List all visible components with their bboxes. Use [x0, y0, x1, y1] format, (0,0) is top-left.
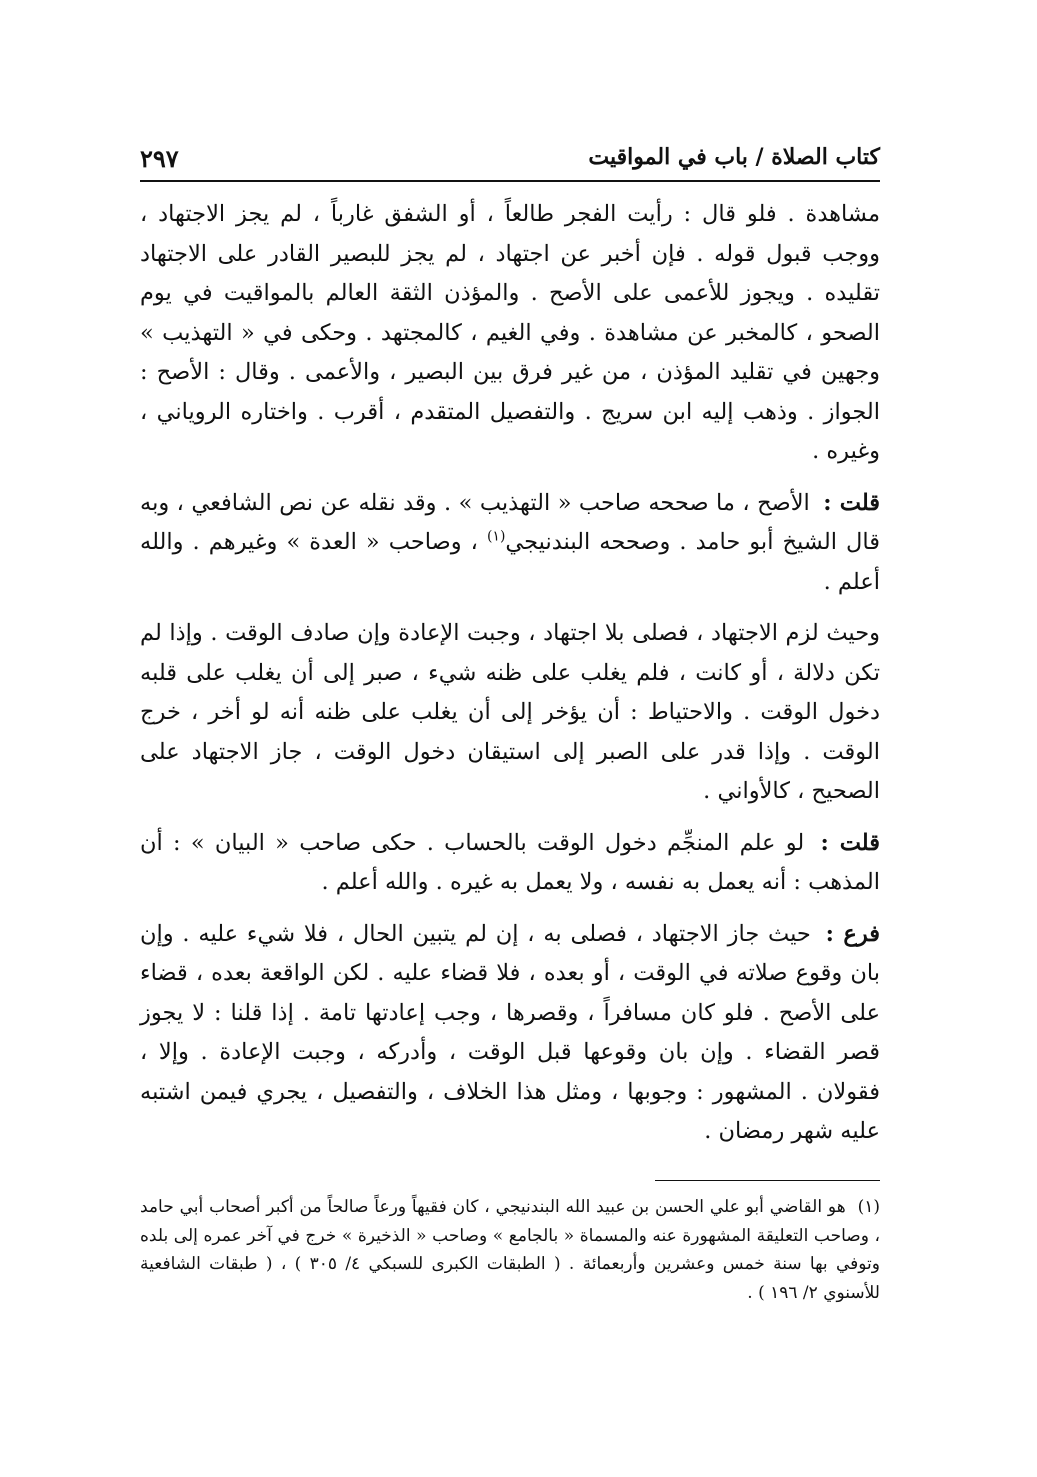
- paragraph-5: [140, 915, 880, 1152]
- paragraph-text: الأصح ، ما صححه صاحب « التهذيب » . وقد نقله عن نص الشافعي ، وبه قال الشيخ أبو حامد . وصححه البندنيجي: [140, 489, 881, 555]
- paragraph-3: [140, 614, 880, 812]
- paragraph-text-continued: ، وصاحب « العدة » وغيرهم . والله أعلم .: [140, 529, 880, 595]
- paragraph-2: [140, 484, 880, 603]
- paragraph-1: [140, 195, 880, 472]
- footnote-marker: (١): [857, 1197, 880, 1217]
- page-number: ٢٩٧: [140, 144, 179, 173]
- paragraph-4: [140, 824, 880, 903]
- running-head: [140, 140, 880, 180]
- paragraph-text: مشاهدة . فلو قال : رأيت الفجر طالعاً ، أو الشفق غارباً ، لم يجز الاجتهاد ، ووجب قبول قوله . فإن أخبر عن اجتهاد ، لم يجز للبصير القادر على الاجتهاد تقليده . ويجوز للأعمى على الأصح . والمؤذن الثقة العالم بالمواقيت في يوم الصحو ، كالمخبر عن مشاهدة . وفي الغيم ، كالمجتهد . وحكى في « التهذيب » وجهين في تقليد المؤذن ، من غير فرق بين البصير ، والأعمى . وقال : الأصح : الجواز . وذهب إليه ابن سريج . والتفصيل المتقدم ، أقرب . واختاره الروياني ، وغيره .: [140, 201, 880, 464]
- footnote-rule: [655, 1180, 880, 1181]
- footnote: [140, 1193, 880, 1307]
- footnote-reference: (١): [486, 528, 506, 545]
- header-rule: [140, 180, 880, 182]
- paragraph-lead: فرع :: [825, 920, 881, 947]
- chapter-title: كتاب الصلاة / باب في المواقيت: [588, 144, 880, 170]
- paragraph-text: لو علم المنجِّم دخول الوقت بالحساب . حكى صاحب « البيان » : أن المذهب : أنه يعمل به نفسه ، ولا يعمل به غيره . والله أعلم .: [140, 829, 880, 895]
- main-text: [140, 195, 880, 1164]
- paragraph-lead: قلت :: [823, 489, 881, 516]
- footnote-text: هو القاضي أبو علي الحسن بن عبيد الله البندنيجي ، كان فقيهاً ورعاً صالحاً من أكبر أصحاب أبي حامد ، وصاحب التعليقة المشهورة عنه والمسماة « بالجامع » وصاحب « الذخيرة » خرج في آخر عمره إلى بلده وتوفي بها سنة خمس وعشرين وأربعمائة . ( الطبقات الكبرى للسبكي ٤/ ٣٠٥ ) ، ( طبقات الشافعية للأسنوي ٢/ ١٩٦ ) .: [140, 1197, 880, 1303]
- paragraph-text: حيث جاز الاجتهاد ، فصلى به ، إن لم يتبين الحال ، فلا شيء عليه . وإن بان وقوع صلاته في الوقت ، أو بعده ، فلا قضاء عليه . لكن الواقعة بعده ، قضاء على الأصح . فلو كان مسافراً ، وقصرها ، وجب إعادتها تامة . إذا قلنا : لا يجوز قصر القضاء . وإن بان وقوعها قبل الوقت ، وأدركه ، وجبت الإعادة . وإلا ، فقولان . المشهور : وجوبها ، ومثل هذا الخلاف ، والتفصيل ، يجري فيمن اشتبه عليه شهر رمضان .: [140, 920, 880, 1144]
- paragraph-lead: قلت :: [820, 829, 881, 856]
- paragraph-text: وحيث لزم الاجتهاد ، فصلى بلا اجتهاد ، وجبت الإعادة وإن صادف الوقت . وإذا لم تكن دلالة ، أو كانت ، فلم يغلب على ظنه شيء ، صبر إلى أن يغلب على قلبه دخول الوقت . والاحتياط : أن يؤخر إلى أن يغلب على ظنه أنه لو أخر ، خرج الوقت . وإذا قدر على الصبر إلى استيقان دخول الوقت ، جاز الاجتهاد على الصحيح ، كالأواني .: [140, 620, 880, 804]
